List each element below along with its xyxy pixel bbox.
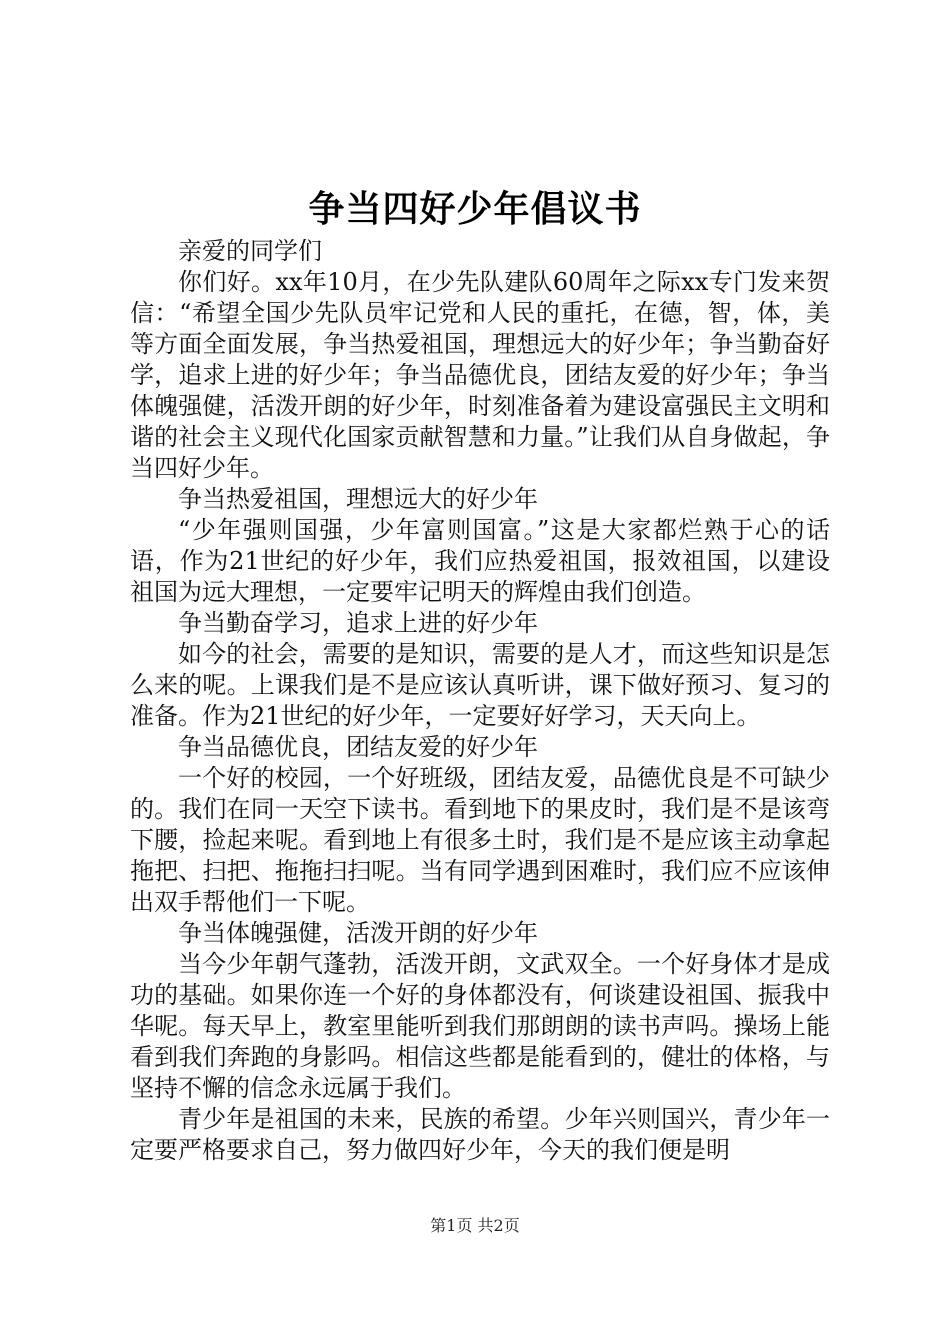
- paragraph: 如今的社会，需要的是知识，需要的是人才，而这些知识是怎么来的呢。上课我们是不是应该认真听讲，课下做好预习、复习的准备。作为21世纪的好少年，一定要好好学习，天天向上。: [130, 640, 830, 730]
- section-heading: 争当热爱祖国，理想远大的好少年: [178, 485, 538, 513]
- page-number: 第1页 共2页: [430, 1216, 520, 1235]
- paragraph: 当今少年朝气蓬勃，活泼开朗，文武双全。一个好身体才是成功的基础。如果你连一个好的身体都没有，何谈建设祖国、振我中华呢。每天早上，教室里能听到我们那朗朗的读书声吗。操场上能看到我们奔跑的身影吗。相信这些都是能看到的，健壮的体格，与坚持不懈的信念永远属于我们。: [130, 950, 830, 1102]
- section-heading: 争当体魄强健，活泼开朗的好少年: [178, 919, 538, 947]
- paragraph: 你们好。xx年10月，在少先队建队60周年之际xx专门发来贺信：“希望全国少先队员牢记党和人民的重托，在德，智，体，美等方面全面发展，争当热爱祖国，理想远大的好少年；争当勤奋好学，追求上进的好少年；争当品德优良，团结友爱的好少年；争当体魄强健，活泼开朗的好少年，时刻准备着为建设富强民主文明和谐的社会主义现代化国家贡献智慧和力量。”让我们从自身做起，争当四好少年。: [130, 268, 830, 482]
- section-heading: 争当勤奋学习，追求上进的好少年: [178, 609, 538, 637]
- document-title: 争当四好少年倡议书: [308, 188, 642, 230]
- section-heading: 争当品德优良，团结友爱的好少年: [178, 733, 538, 761]
- document-body: [130, 236, 830, 1166]
- paragraph: “少年强则国强，少年富则国富。”这是大家都烂熟于心的话语，作为21世纪的好少年，我们应热爱祖国，报效祖国，以建设祖国为远大理想，一定要牢记明天的辉煌由我们创造。: [130, 516, 830, 606]
- salutation: 亲爱的同学们: [178, 237, 322, 265]
- paragraph: 一个好的校园，一个好班级，团结友爱，品德优良是不可缺少的。我们在同一天空下读书。看到地下的果皮时，我们是不是该弯下腰，捡起来呢。看到地上有很多土时，我们是不是应该主动拿起拖把、扫把、拖拖扫扫呢。当有同学遇到困难时，我们应不应该伸出双手帮他们一下呢。: [130, 764, 830, 916]
- paragraph: 青少年是祖国的未来，民族的希望。少年兴则国兴，青少年一定要严格要求自己，努力做四好少年，今天的我们便是明: [130, 1105, 830, 1164]
